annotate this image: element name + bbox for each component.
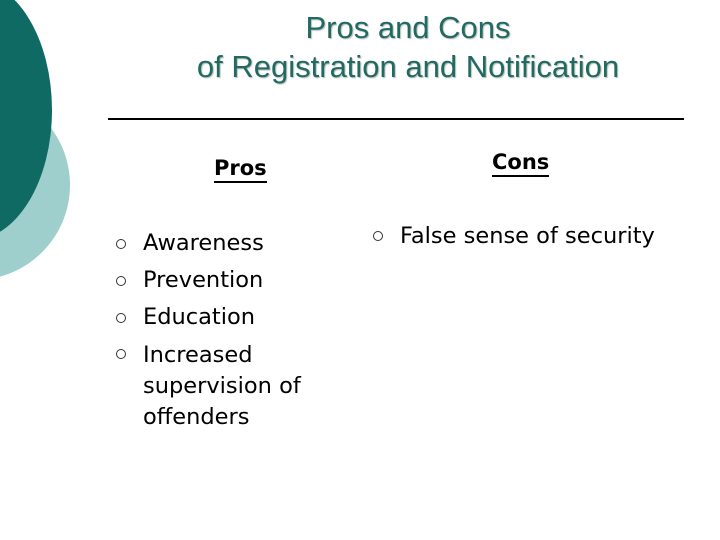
pros-item-text: Awareness bbox=[143, 230, 264, 256]
pros-list bbox=[116, 225, 396, 433]
bullet-icon bbox=[116, 313, 126, 323]
title-line-1: Pros and Cons bbox=[305, 10, 511, 45]
title-divider bbox=[108, 118, 684, 120]
list-item bbox=[373, 220, 703, 252]
cons-list bbox=[373, 220, 703, 252]
cons-heading: Cons bbox=[492, 151, 549, 177]
bullet-icon bbox=[373, 231, 383, 241]
bullet-icon bbox=[116, 276, 126, 286]
list-item bbox=[116, 299, 396, 336]
pros-heading: Pros bbox=[214, 157, 267, 183]
pros-item-text: Increased supervision of offenders bbox=[143, 342, 301, 430]
bullet-icon bbox=[116, 239, 126, 249]
bullet-icon bbox=[116, 349, 126, 359]
decorative-circles bbox=[0, 0, 80, 300]
pros-item-text: Education bbox=[143, 304, 256, 330]
cons-item-text: False sense of security bbox=[400, 223, 655, 249]
list-item bbox=[116, 262, 396, 299]
pros-item-text: Prevention bbox=[143, 267, 264, 293]
list-item bbox=[116, 336, 396, 433]
slide-title bbox=[120, 8, 696, 86]
list-item bbox=[116, 225, 396, 262]
title-line-2: of Registration and Notification bbox=[196, 49, 620, 84]
